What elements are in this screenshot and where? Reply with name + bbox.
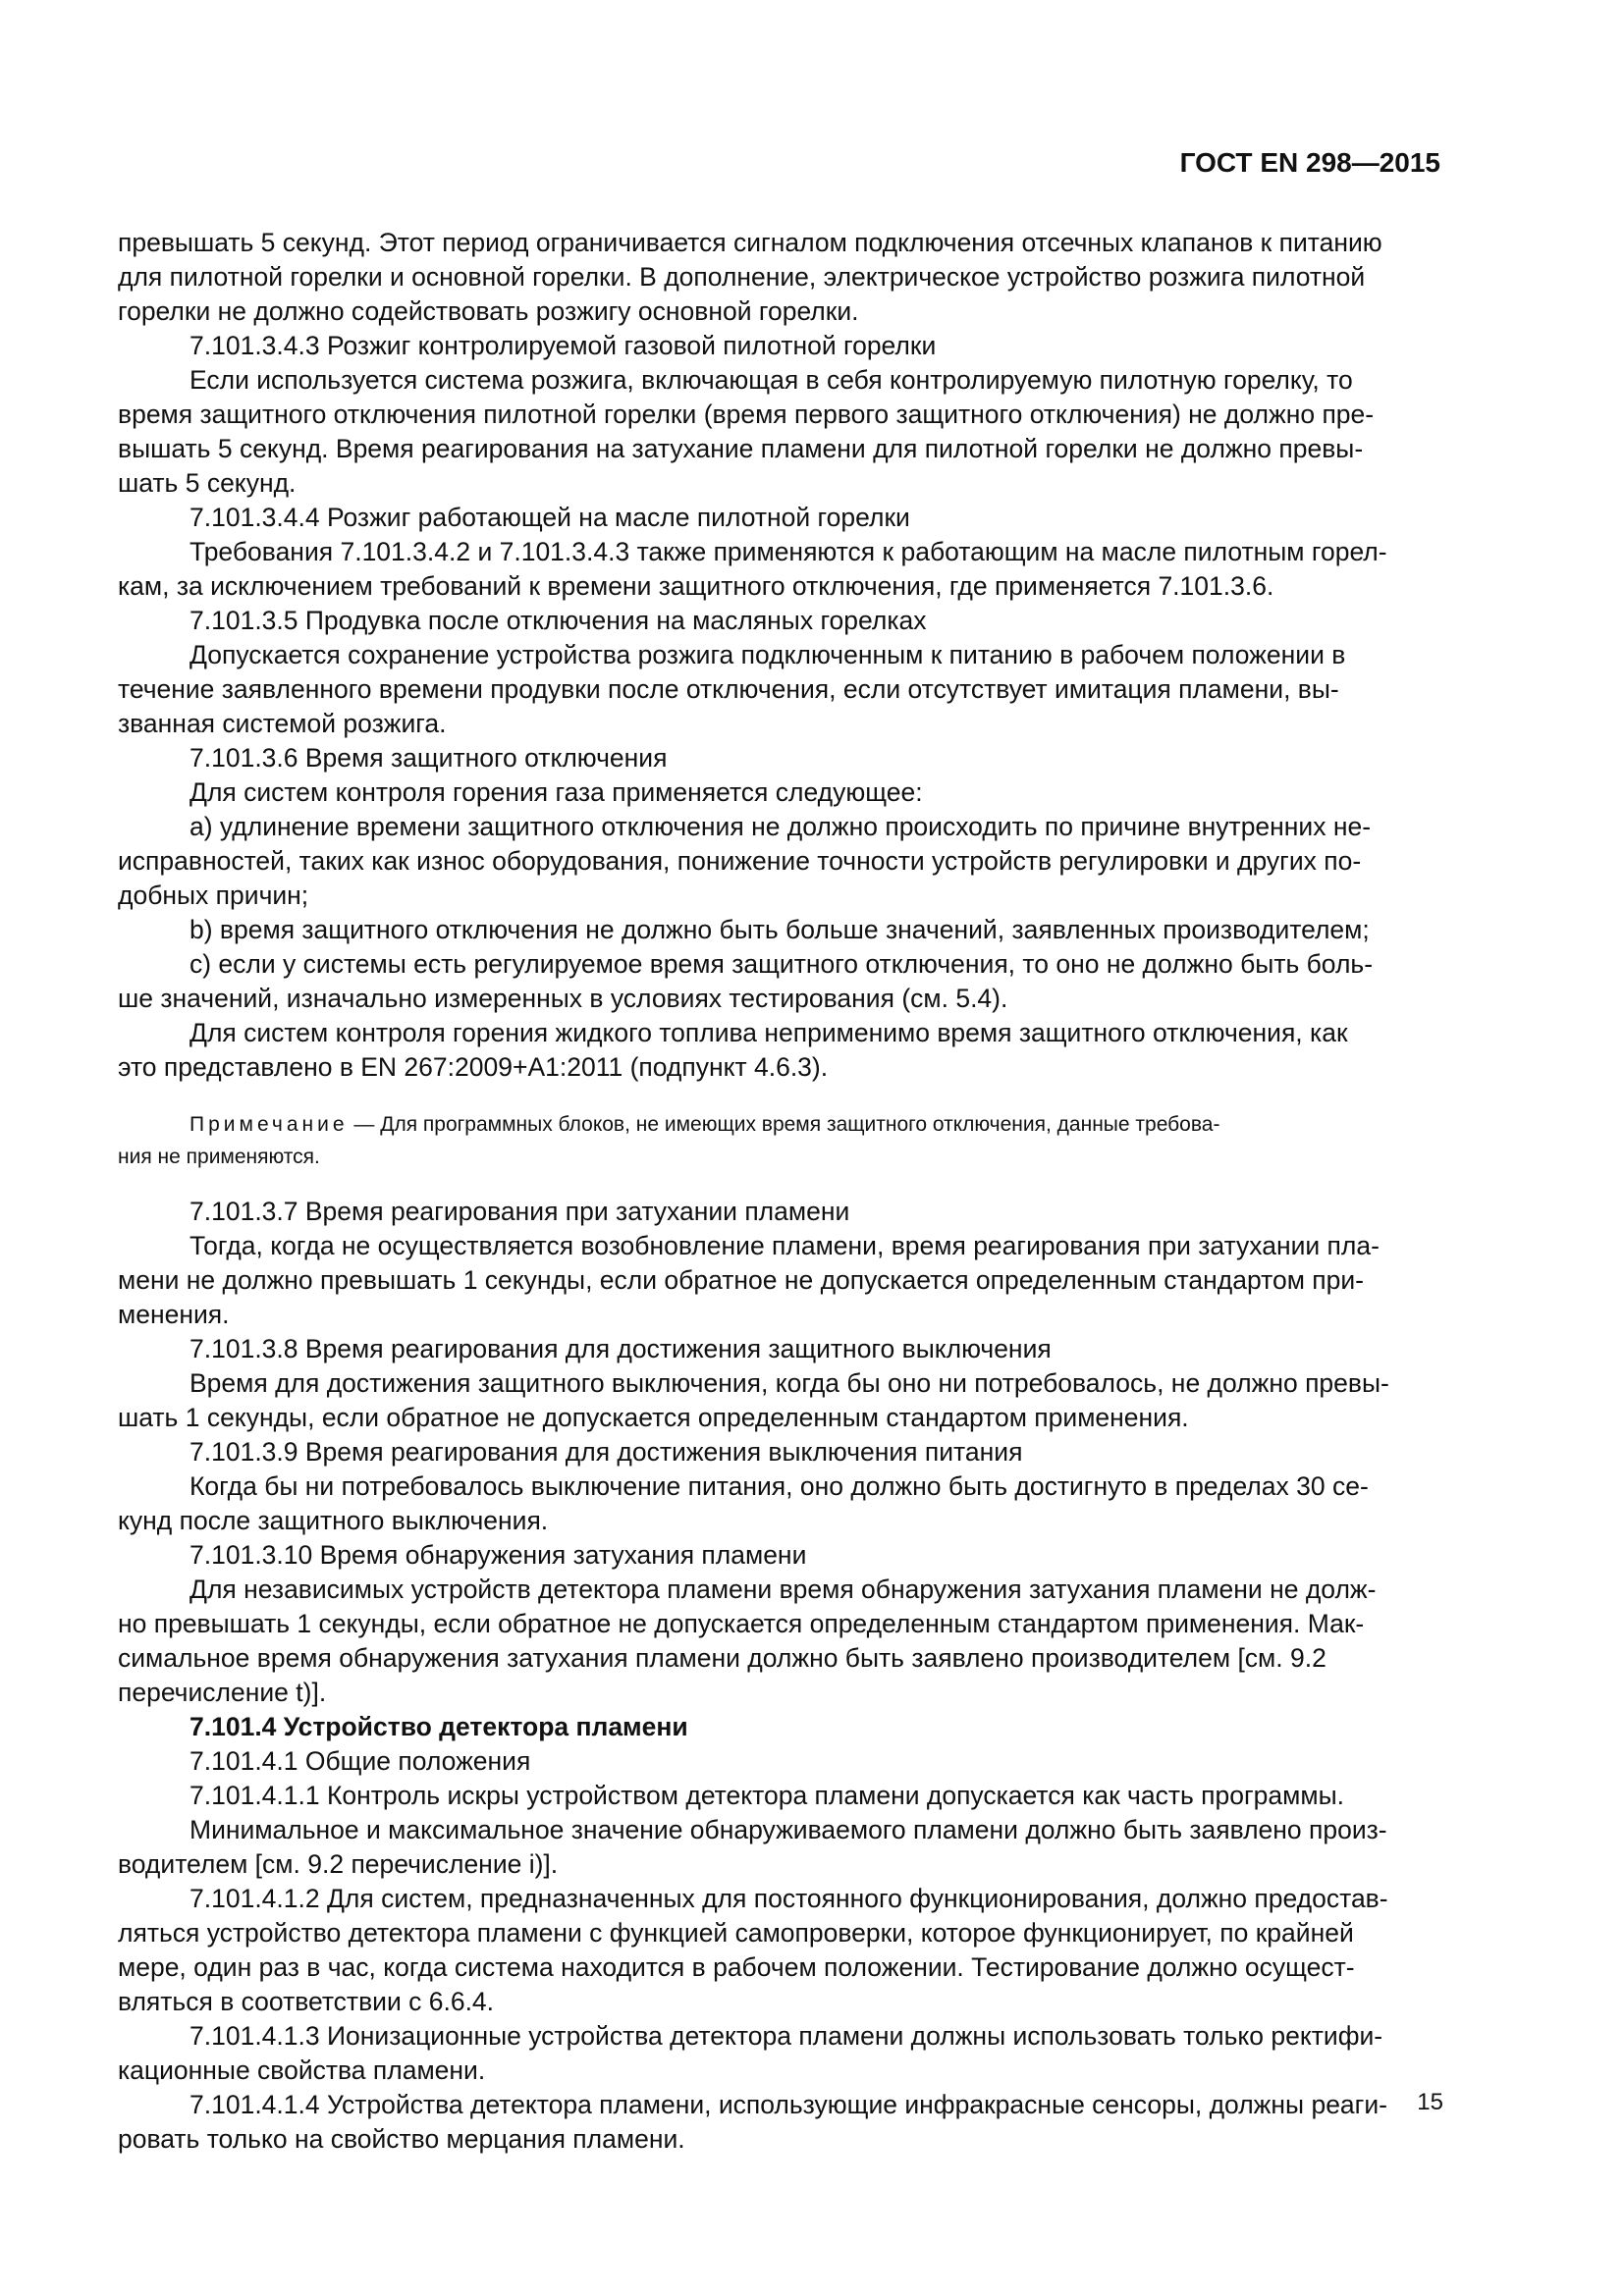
- paragraph: [118, 329, 1441, 363]
- paragraph-line: ляться устройство детектора пламени с функцией самопроверки, которое функционирует, по крайней: [118, 1918, 1354, 1948]
- paragraph: [118, 741, 1441, 775]
- paragraph-line: перечисление t)].: [118, 1678, 327, 1707]
- paragraph: [118, 1332, 1441, 1366]
- paragraph-line: 7.101.4 Устройство детектора пламени: [189, 1712, 688, 1741]
- paragraph-line: Для систем контроля горения жидкого топлива неприменимо время защитного отключения, как: [189, 1018, 1348, 1047]
- paragraph-line: 7.101.3.4.4 Розжиг работающей на масле пилотной горелки: [189, 503, 910, 532]
- document-body: [118, 226, 1441, 2157]
- paragraph-line: Минимальное и максимальное значение обнаруживаемого пламени должно быть заявлено произ-: [189, 1815, 1387, 1844]
- paragraph: [118, 1016, 1441, 1085]
- paragraph-line: Требования 7.101.3.4.2 и 7.101.3.4.3 также применяются к работающим на масле пилотным горел-: [189, 537, 1387, 566]
- paragraph-line: Допускается сохранение устройства розжига подключенным к питанию в рабочем положении в: [189, 640, 1346, 669]
- paragraph-line: Время для достижения защитного выключения, когда бы оно ни потребовалось, не должно превы-: [189, 1368, 1389, 1398]
- paragraph: [118, 604, 1441, 638]
- paragraph-line: b) время защитного отключения не должно быть больше значений, заявленных производителем;: [189, 915, 1370, 944]
- paragraph-line: 7.101.3.8 Время реагирования для достижения защитного выключения: [189, 1334, 1052, 1363]
- paragraph-line: превышать 5 секунд. Этот период ограничивается сигналом подключения отсечных клапанов к питанию: [118, 228, 1382, 257]
- paragraph-line: вышать 5 секунд. Время реагирования на затухание пламени для пилотной горелки не должно превы-: [118, 434, 1364, 463]
- page-number: 15: [1417, 2089, 1443, 2115]
- paragraph-line: симальное время обнаружения затухания пламени должно быть заявлено производителем [см. 9.2: [118, 1643, 1326, 1673]
- note-text-continued: ния не применяются.: [118, 1146, 320, 1168]
- paragraph-line: Если используется система розжига, включающая в себя контролируемую пилотную горелку, то: [189, 365, 1353, 395]
- note-label: Примечание: [189, 1113, 349, 1136]
- paragraph-line: водителем [см. 9.2 перечисление i)].: [118, 1849, 559, 1879]
- paragraph: [118, 2088, 1441, 2157]
- paragraph-line: мере, один раз в час, когда система находится в рабочем положении. Тестирование должно осущест-: [118, 1952, 1355, 1982]
- paragraph: [118, 226, 1441, 329]
- paragraph-line: 7.101.3.7 Время реагирования при затухании пламени: [189, 1197, 850, 1226]
- paragraph-line: 7.101.3.5 Продувка после отключения на масляных горелках: [189, 606, 927, 635]
- paragraph-line: горелки не должно содействовать розжигу основной горелки.: [118, 296, 859, 326]
- paragraph: [118, 1538, 1441, 1573]
- paragraph: [118, 810, 1441, 913]
- paragraph: [118, 1744, 1441, 1779]
- paragraph: [118, 1469, 1441, 1538]
- note: [118, 1108, 1441, 1173]
- paragraph-line: менения.: [118, 1300, 230, 1329]
- paragraph: [118, 1573, 1441, 1710]
- paragraph-line: шать 1 секунды, если обратное не допускается определенным стандартом применения.: [118, 1403, 1189, 1432]
- paragraph-line: ровать только на свойство мерцания пламени.: [118, 2124, 685, 2154]
- paragraph-line: Для систем контроля горения газа применяется следующее:: [189, 777, 923, 807]
- paragraph-line: кам, за исключением требований к времени защитного отключения, где применяется 7.101.3.6.: [118, 571, 1274, 601]
- paragraph: [118, 363, 1441, 501]
- note-text: — Для программных блоков, не имеющих время защитного отключения, данные требова-: [348, 1113, 1220, 1136]
- paragraph-line: исправностей, таких как износ оборудования, понижение точности устройств регулировки и других по-: [118, 846, 1362, 876]
- paragraph: [118, 1435, 1441, 1469]
- paragraph-line: 7.101.4.1.2 Для систем, предназначенных для постоянного функционирования, должно предостав-: [189, 1884, 1388, 1913]
- paragraph-line: шать 5 секунд.: [118, 468, 297, 498]
- paragraph-line: c) если у системы есть регулируемое время защитного отключения, то оно не должно быть боль-: [189, 949, 1374, 979]
- paragraph: [118, 501, 1441, 535]
- paragraph: [118, 1882, 1441, 2019]
- paragraph-line: 7.101.4.1.4 Устройства детектора пламени, использующие инфракрасные сенсоры, должны реаги-: [189, 2090, 1387, 2119]
- paragraph-line: кационные свойства пламени.: [118, 2056, 486, 2085]
- paragraph-line: 7.101.3.6 Время защитного отключения: [189, 743, 668, 773]
- paragraph-line: a) удлинение времени защитного отключения не должно происходить по причине внутренних не-: [189, 812, 1372, 841]
- paragraph-line: кунд после защитного выключения.: [118, 1506, 549, 1535]
- paragraph-line: Когда бы ни потребовалось выключение питания, оно должно быть достигнуто в пределах 30 се-: [189, 1471, 1369, 1501]
- paragraph-block: [118, 226, 1441, 1085]
- paragraph-line: это представлено в EN 267:2009+A1:2011 (подпункт 4.6.3).: [118, 1052, 829, 1082]
- paragraph: [118, 1813, 1441, 1882]
- paragraph-line: течение заявленного времени продувки после отключения, если отсутствует имитация пламени, вы-: [118, 674, 1339, 704]
- paragraph-line: 7.101.4.1.3 Ионизационные устройства детектора пламени должны использовать только ректифи-: [189, 2021, 1383, 2051]
- paragraph: [118, 1229, 1441, 1332]
- paragraph-line: мени не должно превышать 1 секунды, если обратное не допускается определенным стандартом при-: [118, 1265, 1364, 1295]
- paragraph: [118, 1195, 1441, 1229]
- paragraph-line: ше значений, изначально измеренных в условиях тестирования (см. 5.4).: [118, 984, 1008, 1013]
- paragraph-block: [118, 1195, 1441, 2157]
- paragraph: [118, 775, 1441, 810]
- paragraph-line: но превышать 1 секунды, если обратное не допускается определенным стандартом применения. Мак-: [118, 1609, 1365, 1638]
- paragraph-line: добных причин;: [118, 881, 309, 910]
- paragraph-line: званная системой розжига.: [118, 709, 447, 738]
- paragraph-line: 7.101.3.9 Время реагирования для достижения выключения питания: [189, 1437, 1023, 1467]
- paragraph: [118, 535, 1441, 604]
- paragraph-line: 7.101.4.1 Общие положения: [189, 1746, 531, 1776]
- paragraph: [118, 913, 1441, 947]
- paragraph-line: 7.101.3.4.3 Розжиг контролируемой газовой пилотной горелки: [189, 331, 937, 360]
- paragraph-line: вляться в соответствии с 6.6.4.: [118, 1987, 495, 2016]
- document-header: ГОСТ EN 298—2015: [1179, 147, 1440, 178]
- paragraph: [118, 2019, 1441, 2088]
- paragraph-line: 7.101.3.10 Время обнаружения затухания пламени: [189, 1540, 807, 1570]
- paragraph: [118, 1366, 1441, 1435]
- paragraph: [118, 1710, 1441, 1744]
- paragraph-line: 7.101.4.1.1 Контроль искры устройством детектора пламени допускается как часть программы.: [189, 1781, 1344, 1810]
- paragraph-line: Для независимых устройств детектора пламени время обнаружения затухания пламени не долж-: [189, 1575, 1377, 1604]
- paragraph: [118, 947, 1441, 1016]
- paragraph-line: для пилотной горелки и основной горелки. В дополнение, электрическое устройство розжига пилотной: [118, 262, 1366, 292]
- paragraph-line: время защитного отключения пилотной горелки (время первого защитного отключения) не должно пре-: [118, 400, 1375, 429]
- paragraph: [118, 638, 1441, 741]
- paragraph-line: Тогда, когда не осуществляется возобновление пламени, время реагирования при затухании пла-: [189, 1231, 1380, 1260]
- paragraph: [118, 1779, 1441, 1813]
